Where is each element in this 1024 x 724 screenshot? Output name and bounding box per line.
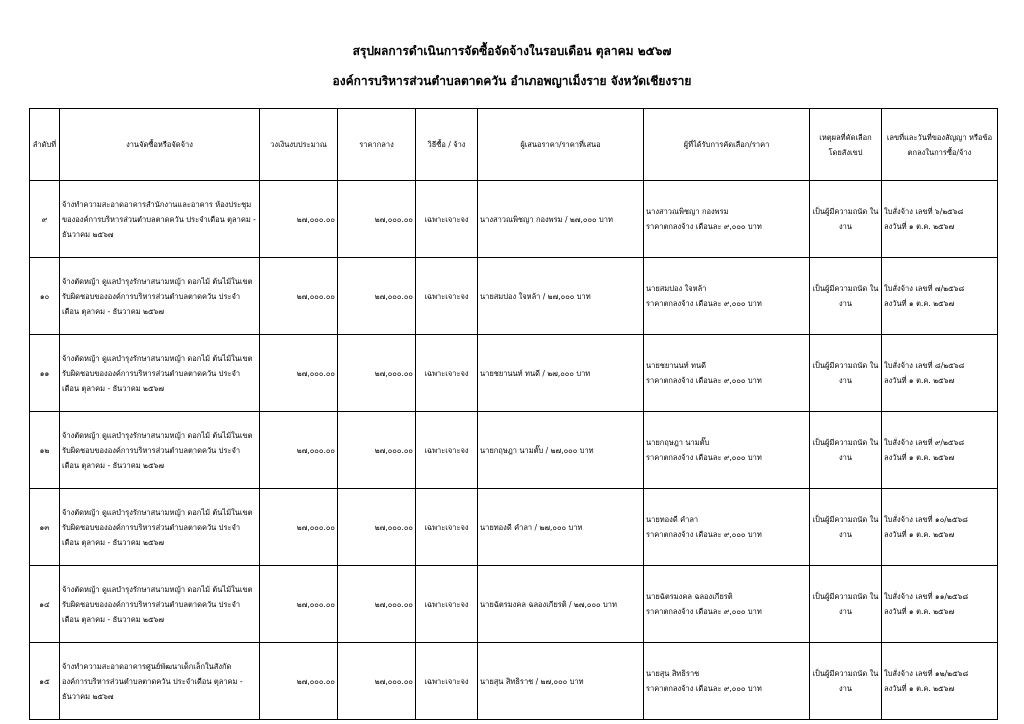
row-method: เฉพาะเจาะจง — [416, 258, 478, 335]
winner-price: ราคาตกลงจ้าง เดือนละ ๙,๐๐๐ บาท — [646, 453, 762, 462]
winner-name: นายสุน สิทธิราช — [646, 669, 700, 678]
row-bidder: นายชยานนท์ ทนดี / ๒๗,๐๐๐ บาท — [478, 335, 644, 412]
row-method: เฉพาะเจาะจง — [416, 335, 478, 412]
row-method: เฉพาะเจาะจง — [416, 566, 478, 643]
row-item: จ้างตัดหญ้า ดูแลบำรุงรักษาสนามหญ้า ดอกไม้ ต้นไม้ในเขตรับผิดชอบขององค์การบริหารส่วนตำบลตาดควัน ประจำเดือน ตุลาคม - ธันวาคม ๒๕๖๗ — [60, 335, 260, 412]
contract-date: ลงวันที่ ๑ ต.ค. ๒๕๖๗ — [884, 684, 955, 693]
row-bidder: นายกฤษฎา นามตั๊บ / ๒๗,๐๐๐ บาท — [478, 412, 644, 489]
table-header-row — [30, 109, 998, 181]
contract-date: ลงวันที่ ๑ ต.ค. ๒๕๖๗ — [884, 607, 955, 616]
row-no: ๙ — [30, 181, 60, 258]
document-subtitle: องค์การบริหารส่วนตำบลตาดควัน อำเภอพญาเม็งราย จังหวัดเชียงราย — [332, 74, 692, 88]
row-no: ๑๒ — [30, 412, 60, 489]
row-reason: เป็นผู้มีความถนัด ในงาน — [810, 566, 882, 643]
contract-number: ใบสั่งจ้าง เลขที่ ๗/๒๕๖๘ — [884, 284, 965, 293]
contract-date: ลงวันที่ ๑ ต.ค. ๒๕๖๗ — [884, 530, 955, 539]
winner-price: ราคาตกลงจ้าง เดือนละ ๙,๐๐๐ บาท — [646, 299, 762, 308]
row-median-price: ๒๗,๐๐๐.๐๐ — [338, 566, 416, 643]
row-contract — [882, 258, 998, 335]
winner-price: ราคาตกลงจ้าง เดือนละ ๙,๐๐๐ บาท — [646, 530, 762, 539]
row-median-price: ๒๗,๐๐๐.๐๐ — [338, 643, 416, 720]
row-no: ๑๔ — [30, 566, 60, 643]
procurement-table — [29, 108, 998, 720]
row-no: ๑๕ — [30, 643, 60, 720]
header-median-price: ราคากลาง — [338, 109, 416, 181]
winner-name: นายชยานนท์ ทนดี — [646, 361, 706, 370]
document-title: สรุปผลการดำเนินการจัดซื้อจัดจ้างในรอบเดือน ตุลาคม ๒๕๖๗ — [352, 44, 672, 58]
header-reason: เหตุผลที่คัดเลือก โดยสังเขป — [810, 109, 882, 181]
row-winner — [644, 643, 810, 720]
row-item: จ้างทำความสะอาดอาคารศูนย์พัฒนาเด็กเล็กในสังกัดองค์การบริหารส่วนตำบลตาดควัน ประจำเดือน ตุลาคม - ธันวาคม ๒๕๖๗ — [60, 643, 260, 720]
table-row — [30, 335, 998, 412]
winner-name: นายทองดี คำลา — [646, 515, 699, 524]
winner-name: นายฉัตรมงคล ฉลองเกียรติ — [646, 592, 733, 601]
contract-number: ใบสั่งจ้าง เลขที่ ๙/๒๕๖๘ — [884, 438, 965, 447]
row-budget: ๒๗,๐๐๐.๐๐ — [260, 181, 338, 258]
row-bidder: นายฉัตรมงคล ฉลองเกียรติ / ๒๗,๐๐๐ บาท — [478, 566, 644, 643]
table-row — [30, 258, 998, 335]
row-budget: ๒๗,๐๐๐.๐๐ — [260, 489, 338, 566]
row-bidder: นายทองดี คำลา / ๒๗,๐๐๐ บาท — [478, 489, 644, 566]
table-row — [30, 566, 998, 643]
row-item: จ้างตัดหญ้า ดูแลบำรุงรักษาสนามหญ้า ดอกไม้ ต้นไม้ในเขตรับผิดชอบขององค์การบริหารส่วนตำบลตาดควัน ประจำเดือน ตุลาคม - ธันวาคม ๒๕๖๗ — [60, 412, 260, 489]
row-budget: ๒๗,๐๐๐.๐๐ — [260, 412, 338, 489]
winner-name: นายสมปอง ใจหล้า — [646, 284, 707, 293]
header-winner: ผู้ที่ได้รับการคัดเลือก/ราคา — [644, 109, 810, 181]
row-bidder: นายสมปอง ใจหล้า / ๒๗,๐๐๐ บาท — [478, 258, 644, 335]
row-method: เฉพาะเจาะจง — [416, 181, 478, 258]
row-item: จ้างตัดหญ้า ดูแลบำรุงรักษาสนามหญ้า ดอกไม้ ต้นไม้ในเขตรับผิดชอบขององค์การบริหารส่วนตำบลตาดควัน ประจำเดือน ตุลาคม - ธันวาคม ๒๕๖๗ — [60, 566, 260, 643]
row-budget: ๒๗,๐๐๐.๐๐ — [260, 566, 338, 643]
row-reason: เป็นผู้มีความถนัด ในงาน — [810, 258, 882, 335]
row-median-price: ๒๗,๐๐๐.๐๐ — [338, 412, 416, 489]
contract-number: ใบสั่งจ้าง เลขที่ ๑๑/๒๕๖๘ — [884, 592, 969, 601]
row-budget: ๒๗,๐๐๐.๐๐ — [260, 258, 338, 335]
row-winner — [644, 412, 810, 489]
winner-price: ราคาตกลงจ้าง เดือนละ ๙,๐๐๐ บาท — [646, 684, 762, 693]
contract-number: ใบสั่งจ้าง เลขที่ ๑๒/๒๕๖๘ — [884, 669, 969, 678]
row-reason: เป็นผู้มีความถนัด ในงาน — [810, 489, 882, 566]
row-budget: ๒๗,๐๐๐.๐๐ — [260, 335, 338, 412]
contract-number: ใบสั่งจ้าง เลขที่ ๑๐/๒๕๖๘ — [884, 515, 968, 524]
winner-price: ราคาตกลงจ้าง เดือนละ ๙,๐๐๐ บาท — [646, 222, 762, 231]
winner-price: ราคาตกลงจ้าง เดือนละ ๙,๐๐๐ บาท — [646, 607, 762, 616]
table-row — [30, 181, 998, 258]
header-contract: เลขที่และวันที่ของสัญญา หรือข้อตกลงในการซื้อ/จ้าง — [882, 109, 998, 181]
row-contract — [882, 643, 998, 720]
row-bidder: นายสุน สิทธิราช / ๒๗,๐๐๐ บาท — [478, 643, 644, 720]
row-method: เฉพาะเจาะจง — [416, 643, 478, 720]
header-budget: วงเงินงบประมาณ — [260, 109, 338, 181]
row-no: ๑๑ — [30, 335, 60, 412]
row-contract — [882, 412, 998, 489]
winner-name: นางสาวณพิชญา กองพรม — [646, 207, 729, 216]
row-reason: เป็นผู้มีความถนัด ในงาน — [810, 335, 882, 412]
row-method: เฉพาะเจาะจง — [416, 412, 478, 489]
row-median-price: ๒๗,๐๐๐.๐๐ — [338, 489, 416, 566]
contract-date: ลงวันที่ ๑ ต.ค. ๒๕๖๗ — [884, 453, 955, 462]
row-median-price: ๒๗,๐๐๐.๐๐ — [338, 258, 416, 335]
row-method: เฉพาะเจาะจง — [416, 489, 478, 566]
winner-price: ราคาตกลงจ้าง เดือนละ ๙,๐๐๐ บาท — [646, 376, 762, 385]
header-no: ลำดับที่ — [30, 109, 60, 181]
contract-number: ใบสั่งจ้าง เลขที่ ๖/๒๕๖๘ — [884, 207, 964, 216]
row-item: จ้างทำความสะอาดอาคารสำนักงานและอาคาร ห้องประชุมขององค์การบริหารส่วนตำบลตาดควัน ประจำเดือน ตุลาคม - ธันวาคม ๒๕๖๗ — [60, 181, 260, 258]
row-no: ๑๐ — [30, 258, 60, 335]
row-contract — [882, 566, 998, 643]
row-reason: เป็นผู้มีความถนัด ในงาน — [810, 643, 882, 720]
row-reason: เป็นผู้มีความถนัด ในงาน — [810, 181, 882, 258]
table-row — [30, 643, 998, 720]
contract-date: ลงวันที่ ๑ ต.ค. ๒๕๖๗ — [884, 376, 955, 385]
row-reason: เป็นผู้มีความถนัด ในงาน — [810, 412, 882, 489]
row-winner — [644, 335, 810, 412]
header-item: งานจัดซื้อหรือจัดจ้าง — [60, 109, 260, 181]
winner-name: นายกฤษฎา นามตั๊บ — [646, 438, 710, 447]
row-no: ๑๓ — [30, 489, 60, 566]
row-item: จ้างตัดหญ้า ดูแลบำรุงรักษาสนามหญ้า ดอกไม้ ต้นไม้ในเขตรับผิดชอบขององค์การบริหารส่วนตำบลตาดควัน ประจำเดือน ตุลาคม - ธันวาคม ๒๕๖๗ — [60, 258, 260, 335]
row-median-price: ๒๗,๐๐๐.๐๐ — [338, 335, 416, 412]
row-contract — [882, 181, 998, 258]
row-winner — [644, 181, 810, 258]
row-contract — [882, 489, 998, 566]
table-row — [30, 489, 998, 566]
contract-date: ลงวันที่ ๑ ต.ค. ๒๕๖๗ — [884, 299, 955, 308]
contract-date: ลงวันที่ ๑ ต.ค. ๒๕๖๗ — [884, 222, 955, 231]
row-item: จ้างตัดหญ้า ดูแลบำรุงรักษาสนามหญ้า ดอกไม้ ต้นไม้ในเขตรับผิดชอบขององค์การบริหารส่วนตำบลตาดควัน ประจำเดือน ตุลาคม - ธันวาคม ๒๕๖๗ — [60, 489, 260, 566]
row-winner — [644, 566, 810, 643]
row-contract — [882, 335, 998, 412]
row-winner — [644, 258, 810, 335]
table-row — [30, 412, 998, 489]
row-budget: ๒๗,๐๐๐.๐๐ — [260, 643, 338, 720]
header-method: วิธีซื้อ / จ้าง — [416, 109, 478, 181]
header-bidders: ผู้เสนอราคา/ราคาที่เสนอ — [478, 109, 644, 181]
row-bidder: นางสาวณพิชญา กองพรม / ๒๗,๐๐๐ บาท — [478, 181, 644, 258]
row-winner — [644, 489, 810, 566]
row-median-price: ๒๗,๐๐๐.๐๐ — [338, 181, 416, 258]
contract-number: ใบสั่งจ้าง เลขที่ ๘/๒๕๖๘ — [884, 361, 965, 370]
